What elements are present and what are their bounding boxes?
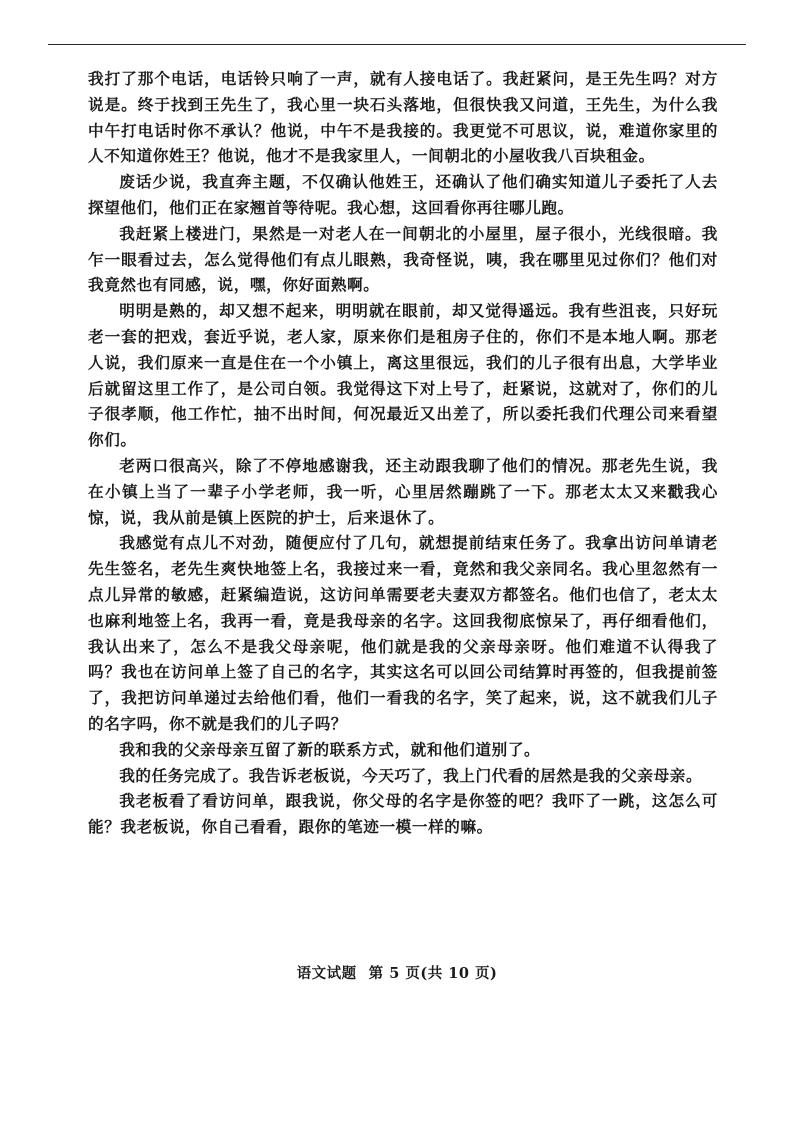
page-footer [0, 962, 794, 983]
paragraph-3: 我赶紧上楼进门，果然是一对老人在一间朝北的小屋里，屋子很小，光线很暗。我乍一眼看过去，怎么觉得他们有点儿眼熟，我奇怪说，咦，我在哪里见过你们？他们对我竟然也有同感，说，嘿，你好面熟啊。 [88, 223, 718, 295]
paragraph-7: 我和我的父亲母亲互留了新的联系方式，就和他们道别了。 [119, 739, 541, 759]
article-body [88, 66, 718, 840]
paragraph-4: 明明是熟的，却又想不起来，明明就在眼前，却又觉得遥远。我有些沮丧，只好玩老一套的把戏，套近乎说，老人家，原来你们是租房子住的，你们不是本地人啊。那老人说，我们原来一直是住在一个小镇上，离这里很远，我们的儿子很有出息，大学毕业后就留这里工作了，是公司白领。我觉得这下对上号了，赶紧说，这就对了，你们的儿子很孝顺，他工作忙，抽不出时间，何况最近又出差了，所以委托我们代理公司来看望你们。 [88, 301, 718, 450]
paragraph-5: 老两口很高兴，除了不停地感谢我，还主动跟我聊了他们的情况。那老先生说，我在小镇上当了一辈子小学老师，我一听，心里居然蹦跳了一下。那老太太又来戳我心惊，说，我从前是镇上医院的护士，后来退休了。 [88, 455, 718, 527]
paragraph-1: 我打了那个电话，电话铃只响了一声，就有人接电话了。我赶紧问，是王先生吗？对方说是。终于找到王先生了，我心里一块石头落地，但很快我又问道，王先生，为什么我中午打电话时你不承认？他说，中午不是我接的。我更觉不可思议，说，难道你家里的人不知道你姓王？他说，他才不是我家里人，一间朝北的小屋收我八百块租金。 [88, 69, 718, 166]
footer-subject: 语文试题 [296, 965, 357, 982]
header-rule [48, 44, 746, 45]
paragraph-2: 废话少说，我直奔主题，不仅确认他姓王，还确认了他们确实知道儿子委托了人去探望他们，他们正在家翘首等待呢。我心想，这回看你再往哪儿跑。 [88, 172, 718, 217]
paragraph-6: 我感觉有点儿不对劲，随便应付了几句，就想提前结束任务了。我拿出访问单请老先生签名，老先生爽快地签上名，我接过来一看，竟然和我父亲同名。我心里忽然有一点儿异常的敏感，赶紧编造说，这访问单需要老夫妻双方都签名。他们也信了，老太太也麻利地签上名，我再一看，竟是我母亲的名字。这回我彻底惊呆了，再仔细看他们，我认出来了，怎么不是我父母亲呢，他们就是我的父亲母亲呀。他们难道不认得我了吗？我也在访问单上签了自己的名字，其实这名可以回公司结算时再签的，但我提前签了，我把访问单递过去给他们看，他们一看我的名字，笑了起来，说，这不就我们儿子的名字吗，你不就是我们的儿子吗？ [88, 533, 718, 733]
footer-page-number: 第 5 页(共 10 页) [368, 965, 498, 982]
paragraph-8: 我的任务完成了。我告诉老板说，今天巧了，我上门代看的居然是我的父亲母亲。 [119, 765, 703, 785]
paragraph-9: 我老板看了看访问单，跟我说，你父母的名字是你签的吧？我吓了一跳，这怎么可能？我老板说，你自己看看，跟你的笔迹一模一样的嘛。 [88, 791, 718, 837]
